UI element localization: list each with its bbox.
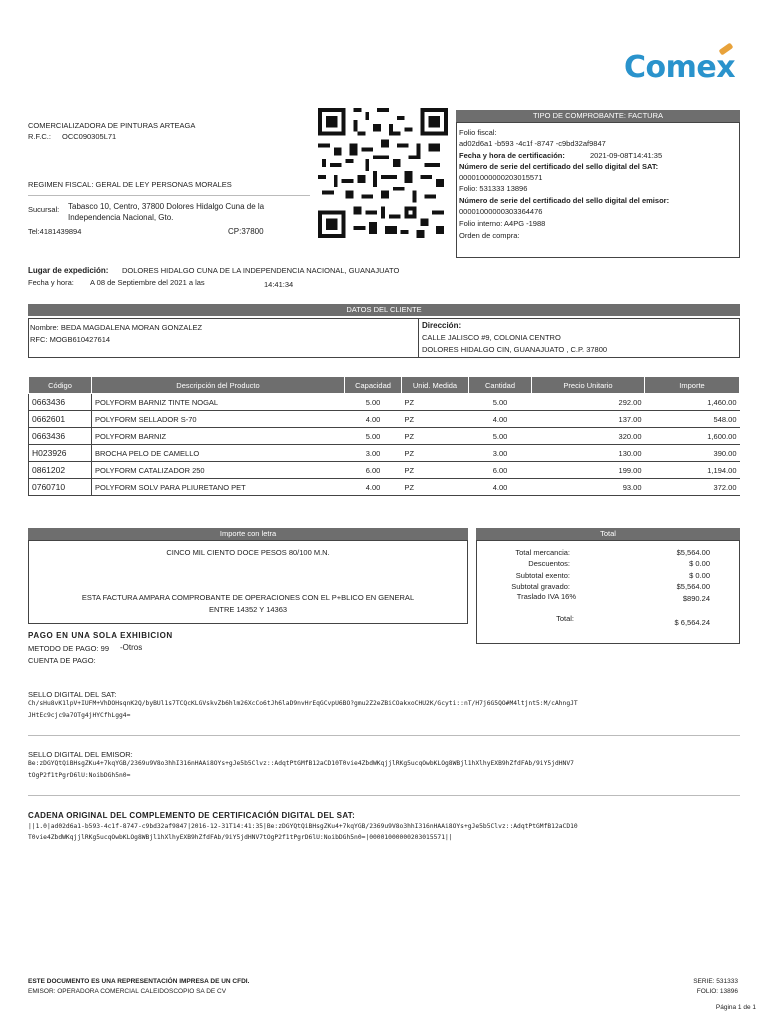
- footer-pagina: Página 1 de 1: [715, 1004, 756, 1011]
- subtotal-gravado-label: Subtotal gravado:: [511, 582, 570, 591]
- cell-codigo: 0760710: [29, 479, 92, 496]
- col-capacidad: Capacidad: [345, 377, 402, 394]
- cell-cantidad: 3.00: [469, 445, 532, 462]
- col-importe: Importe: [645, 377, 740, 394]
- sucursal-label: Sucursal:: [28, 205, 60, 214]
- total-value: $ 6,564.24: [674, 618, 710, 627]
- cell-importe: 1,600.00: [645, 428, 740, 445]
- cell-unidad: PZ: [402, 479, 469, 496]
- importe-letra-text: CINCO MIL CIENTO DOCE PESOS 80/100 M.N.: [166, 548, 330, 557]
- cell-importe: 548.00: [645, 411, 740, 428]
- cell-codigo: 0663436: [29, 428, 92, 445]
- descuentos-label: Descuentos:: [528, 559, 570, 568]
- footer-folio: FOLIO: 13896: [696, 988, 738, 995]
- col-precio: Precio Unitario: [532, 377, 645, 394]
- divider: [28, 795, 740, 796]
- subtotal-exento-value: $ 0.00: [689, 571, 710, 580]
- fecha-cert: 2021-09-08T14:41:35: [590, 151, 663, 160]
- fecha-cert-label: Fecha y hora de certificación:: [459, 151, 565, 160]
- footer-line2: EMISOR: OPERADORA COMERCIAL CALEIDOSCOPIO SA DE CV: [28, 988, 227, 995]
- total-mercancia-label: Total mercancia:: [515, 548, 570, 557]
- num-cert-emisor-label: Número de serie del certificado del sello digital del emisor:: [459, 196, 670, 205]
- total-label: Total:: [556, 614, 574, 623]
- divider: [28, 195, 310, 196]
- cell-capacidad: 3.00: [345, 445, 402, 462]
- cell-cantidad: 5.00: [469, 428, 532, 445]
- cell-cantidad: 5.00: [469, 394, 532, 411]
- table-row: [29, 394, 740, 411]
- cell-precio: 93.00: [532, 479, 645, 496]
- footer-line1: ESTE DOCUMENTO ES UNA REPRESENTACIÓN IMPRESA DE UN CFDI.: [28, 978, 250, 985]
- sello-sat-line2: JHtEc9cjc9a7OTg4jHYCfhLgg4=: [28, 712, 131, 719]
- items-table: [28, 376, 740, 496]
- table-row: [29, 445, 740, 462]
- metodo-pago-otros: -Otros: [120, 643, 143, 652]
- divider: [28, 735, 740, 736]
- fecha-label: Fecha y hora:: [28, 278, 74, 287]
- cell-codigo: 0861202: [29, 462, 92, 479]
- cell-precio: 320.00: [532, 428, 645, 445]
- footer-serie: SERIE: 531333: [693, 978, 738, 985]
- cell-descripcion: POLYFORM CATALIZADOR 250: [92, 462, 345, 479]
- cell-unidad: PZ: [402, 428, 469, 445]
- qr-code-icon: [318, 106, 448, 240]
- issuer-rfc-label: R.F.C.:: [28, 132, 51, 141]
- direccion-label: Dirección:: [422, 321, 462, 330]
- cell-capacidad: 4.00: [345, 479, 402, 496]
- cell-codigo: H023926: [29, 445, 92, 462]
- cell-precio: 130.00: [532, 445, 645, 462]
- descuentos-value: $ 0.00: [689, 559, 710, 568]
- lugar-label: Lugar de expedición:: [28, 266, 109, 275]
- logo-text: Comex: [624, 50, 736, 85]
- importe-note-2: ENTRE 14352 Y 14363: [208, 605, 288, 614]
- col-unidad: Unid. Medida: [402, 377, 469, 394]
- traslado-label: Traslado IVA 16%: [516, 592, 576, 601]
- cell-descripcion: POLYFORM SELLADOR S-70: [92, 411, 345, 428]
- cell-cantidad: 6.00: [469, 462, 532, 479]
- cell-descripcion: POLYFORM BARNIZ TINTE NOGAL: [92, 394, 345, 411]
- sello-emisor-line1: Be:zDGYQtQiBHsgZKu4+7kqYGB/2369u9V8o3hhI316nHAAi8OYs+gJe5b5Clvz::AdqtPtGMfB12aCD10T0vie4ZbdWKqjjlRKg5ucqOwbKLOg8WBjl1hXlhyEXB9hZfdFAb/9iY5jdHNV7: [28, 760, 574, 767]
- items-header-row: [29, 377, 740, 394]
- folio-fiscal: ad02d6a1 -b593 -4c1f -8747 -c9bd32af9847: [459, 139, 606, 148]
- fecha-value: A 08 de Septiembre del 2021 a las: [90, 278, 205, 287]
- cell-capacidad: 4.00: [345, 411, 402, 428]
- issuer-regimen: REGIMEN FISCAL: GERAL DE LEY PERSONAS MORALES: [28, 180, 232, 189]
- comex-logo: [624, 50, 735, 85]
- col-codigo: Código: [29, 377, 92, 394]
- sucursal-address-line1: Tabasco 10, Centro, 37800 Dolores Hidalgo Cuna de la: [68, 202, 265, 211]
- cell-codigo: 0663436: [29, 394, 92, 411]
- sucursal-address-line2: Independencia Nacional, Gto.: [68, 213, 174, 222]
- importe-note-1: ESTA FACTURA AMPARA COMPROBANTE DE OPERACIONES CON EL P+BLICO EN GENERAL: [81, 593, 415, 602]
- metodo-pago: METODO DE PAGO: 99: [28, 644, 109, 653]
- table-row: [29, 411, 740, 428]
- cadena-label: CADENA ORIGINAL DEL COMPLEMENTO DE CERTIFICACIÓN DIGITAL DEL SAT:: [28, 811, 356, 820]
- hora-value: 14:41:34: [264, 280, 294, 289]
- issuer-cp: CP:37800: [228, 227, 264, 236]
- cliente-nombre: Nombre: BEDA MAGDALENA MORAN GONZALEZ: [30, 323, 203, 332]
- sello-emisor-label: SELLO DIGITAL DEL EMISOR:: [28, 750, 133, 759]
- cliente-rfc: RFC: MOGB610427614: [30, 335, 111, 344]
- issuer-rfc: OCC090305L71: [62, 132, 117, 141]
- cuenta-pago: CUENTA DE PAGO:: [28, 656, 96, 665]
- cell-importe: 1,460.00: [645, 394, 740, 411]
- table-row: [29, 479, 740, 496]
- sello-sat-label: SELLO DIGITAL DEL SAT:: [28, 690, 117, 699]
- cliente-header: DATOS DEL CLIENTE: [28, 304, 740, 316]
- cliente-divider: [418, 318, 419, 358]
- num-cert-sat-label: Número de serie del certificado del sello digital del SAT:: [459, 162, 659, 171]
- cell-capacidad: 5.00: [345, 394, 402, 411]
- sello-emisor-line2: tOgP2f1tPgrD6lU:NoibDGh5n0=: [28, 772, 131, 779]
- cell-capacidad: 5.00: [345, 428, 402, 445]
- cell-unidad: PZ: [402, 462, 469, 479]
- table-row: [29, 462, 740, 479]
- cell-cantidad: 4.00: [469, 411, 532, 428]
- table-row: [29, 428, 740, 445]
- direccion-line2: DOLORES HIDALGO CIN, GUANAJUATO , C.P. 37800: [422, 345, 608, 354]
- cell-precio: 292.00: [532, 394, 645, 411]
- cadena-line2: T0vie4ZbdWKqjjlRKg5ucqOwbKLOg8WBjl1hXlhyEXB9hZfdFAb/9iY5jdHNV7tOgP2f1tPgrD6lU:NoibDGh5n0=|00001000000203015571||: [28, 834, 453, 841]
- issuer-name: COMERCIALIZADORA DE PINTURAS ARTEAGA: [28, 121, 196, 130]
- cell-importe: 1,194.00: [645, 462, 740, 479]
- cell-cantidad: 4.00: [469, 479, 532, 496]
- lugar: DOLORES HIDALGO CUNA DE LA INDEPENDENCIA NACIONAL, GUANAJUATO: [122, 266, 400, 275]
- num-cert-emisor: 00001000000303364476: [459, 207, 543, 216]
- orden-compra: Orden de compra:: [459, 231, 520, 240]
- cell-descripcion: POLYFORM BARNIZ: [92, 428, 345, 445]
- pago-title: PAGO EN UNA SOLA EXHIBICION: [28, 631, 173, 640]
- num-cert-sat: 00001000000203015571: [459, 173, 543, 182]
- folio-fiscal-label: Folio fiscal:: [459, 128, 497, 137]
- cell-unidad: PZ: [402, 411, 469, 428]
- traslado-value: $890.24: [682, 594, 710, 603]
- subtotal-exento-label: Subtotal exento:: [515, 571, 570, 580]
- col-cantidad: Cantidad: [469, 377, 532, 394]
- folio: Folio: 531333 13896: [459, 184, 528, 193]
- cell-descripcion: BROCHA PELO DE CAMELLO: [92, 445, 345, 462]
- sello-sat-line1: Ch/sHu8vK1lpV+IUFM+VhDOHsqnK2Q/byBUl1s7TCQcKLGVskvZb6hlm26XcCo6tJh6laD9nvHrEqGCvpU6BO?gmu2Z2eZBiCOakxoCHU2K/Gcyti::nT/H7j6G5QO#M4ltjnt5:M/cAhngJT: [28, 700, 578, 707]
- folio-interno: Folio interno: A4PG -1988: [459, 219, 546, 228]
- cell-importe: 372.00: [645, 479, 740, 496]
- cell-importe: 390.00: [645, 445, 740, 462]
- cell-precio: 199.00: [532, 462, 645, 479]
- issuer-tel: Tel:4181439894: [28, 227, 82, 236]
- direccion-line1: CALLE JALISCO #9, COLONIA CENTRO: [422, 333, 561, 342]
- comprobante-header: TIPO DE COMPROBANTE: FACTURA: [456, 110, 740, 122]
- total-mercancia-value: $5,564.00: [676, 548, 710, 557]
- cell-unidad: PZ: [402, 445, 469, 462]
- cadena-line1: ||1.0|ad02d6a1-b593-4c1f-8747-c9bd32af9847|2016-12-31T14:41:35|Be:zDGYQtQiBHsgZKu4+7kqYGB/2369u9V8o3hhI316nHAAi8OYs+gJe5b5Clvz::AdqtPtGMfB12aCD10: [28, 823, 578, 830]
- cell-capacidad: 6.00: [345, 462, 402, 479]
- subtotal-gravado-value: $5,564.00: [676, 582, 710, 591]
- total-header: Total: [476, 528, 740, 540]
- cell-unidad: PZ: [402, 394, 469, 411]
- col-descripcion: Descripción del Producto: [92, 377, 345, 394]
- cell-codigo: 0662601: [29, 411, 92, 428]
- cell-descripcion: POLYFORM SOLV PARA PLIURETANO PET: [92, 479, 345, 496]
- importe-letra-header: Importe con letra: [28, 528, 468, 540]
- cell-precio: 137.00: [532, 411, 645, 428]
